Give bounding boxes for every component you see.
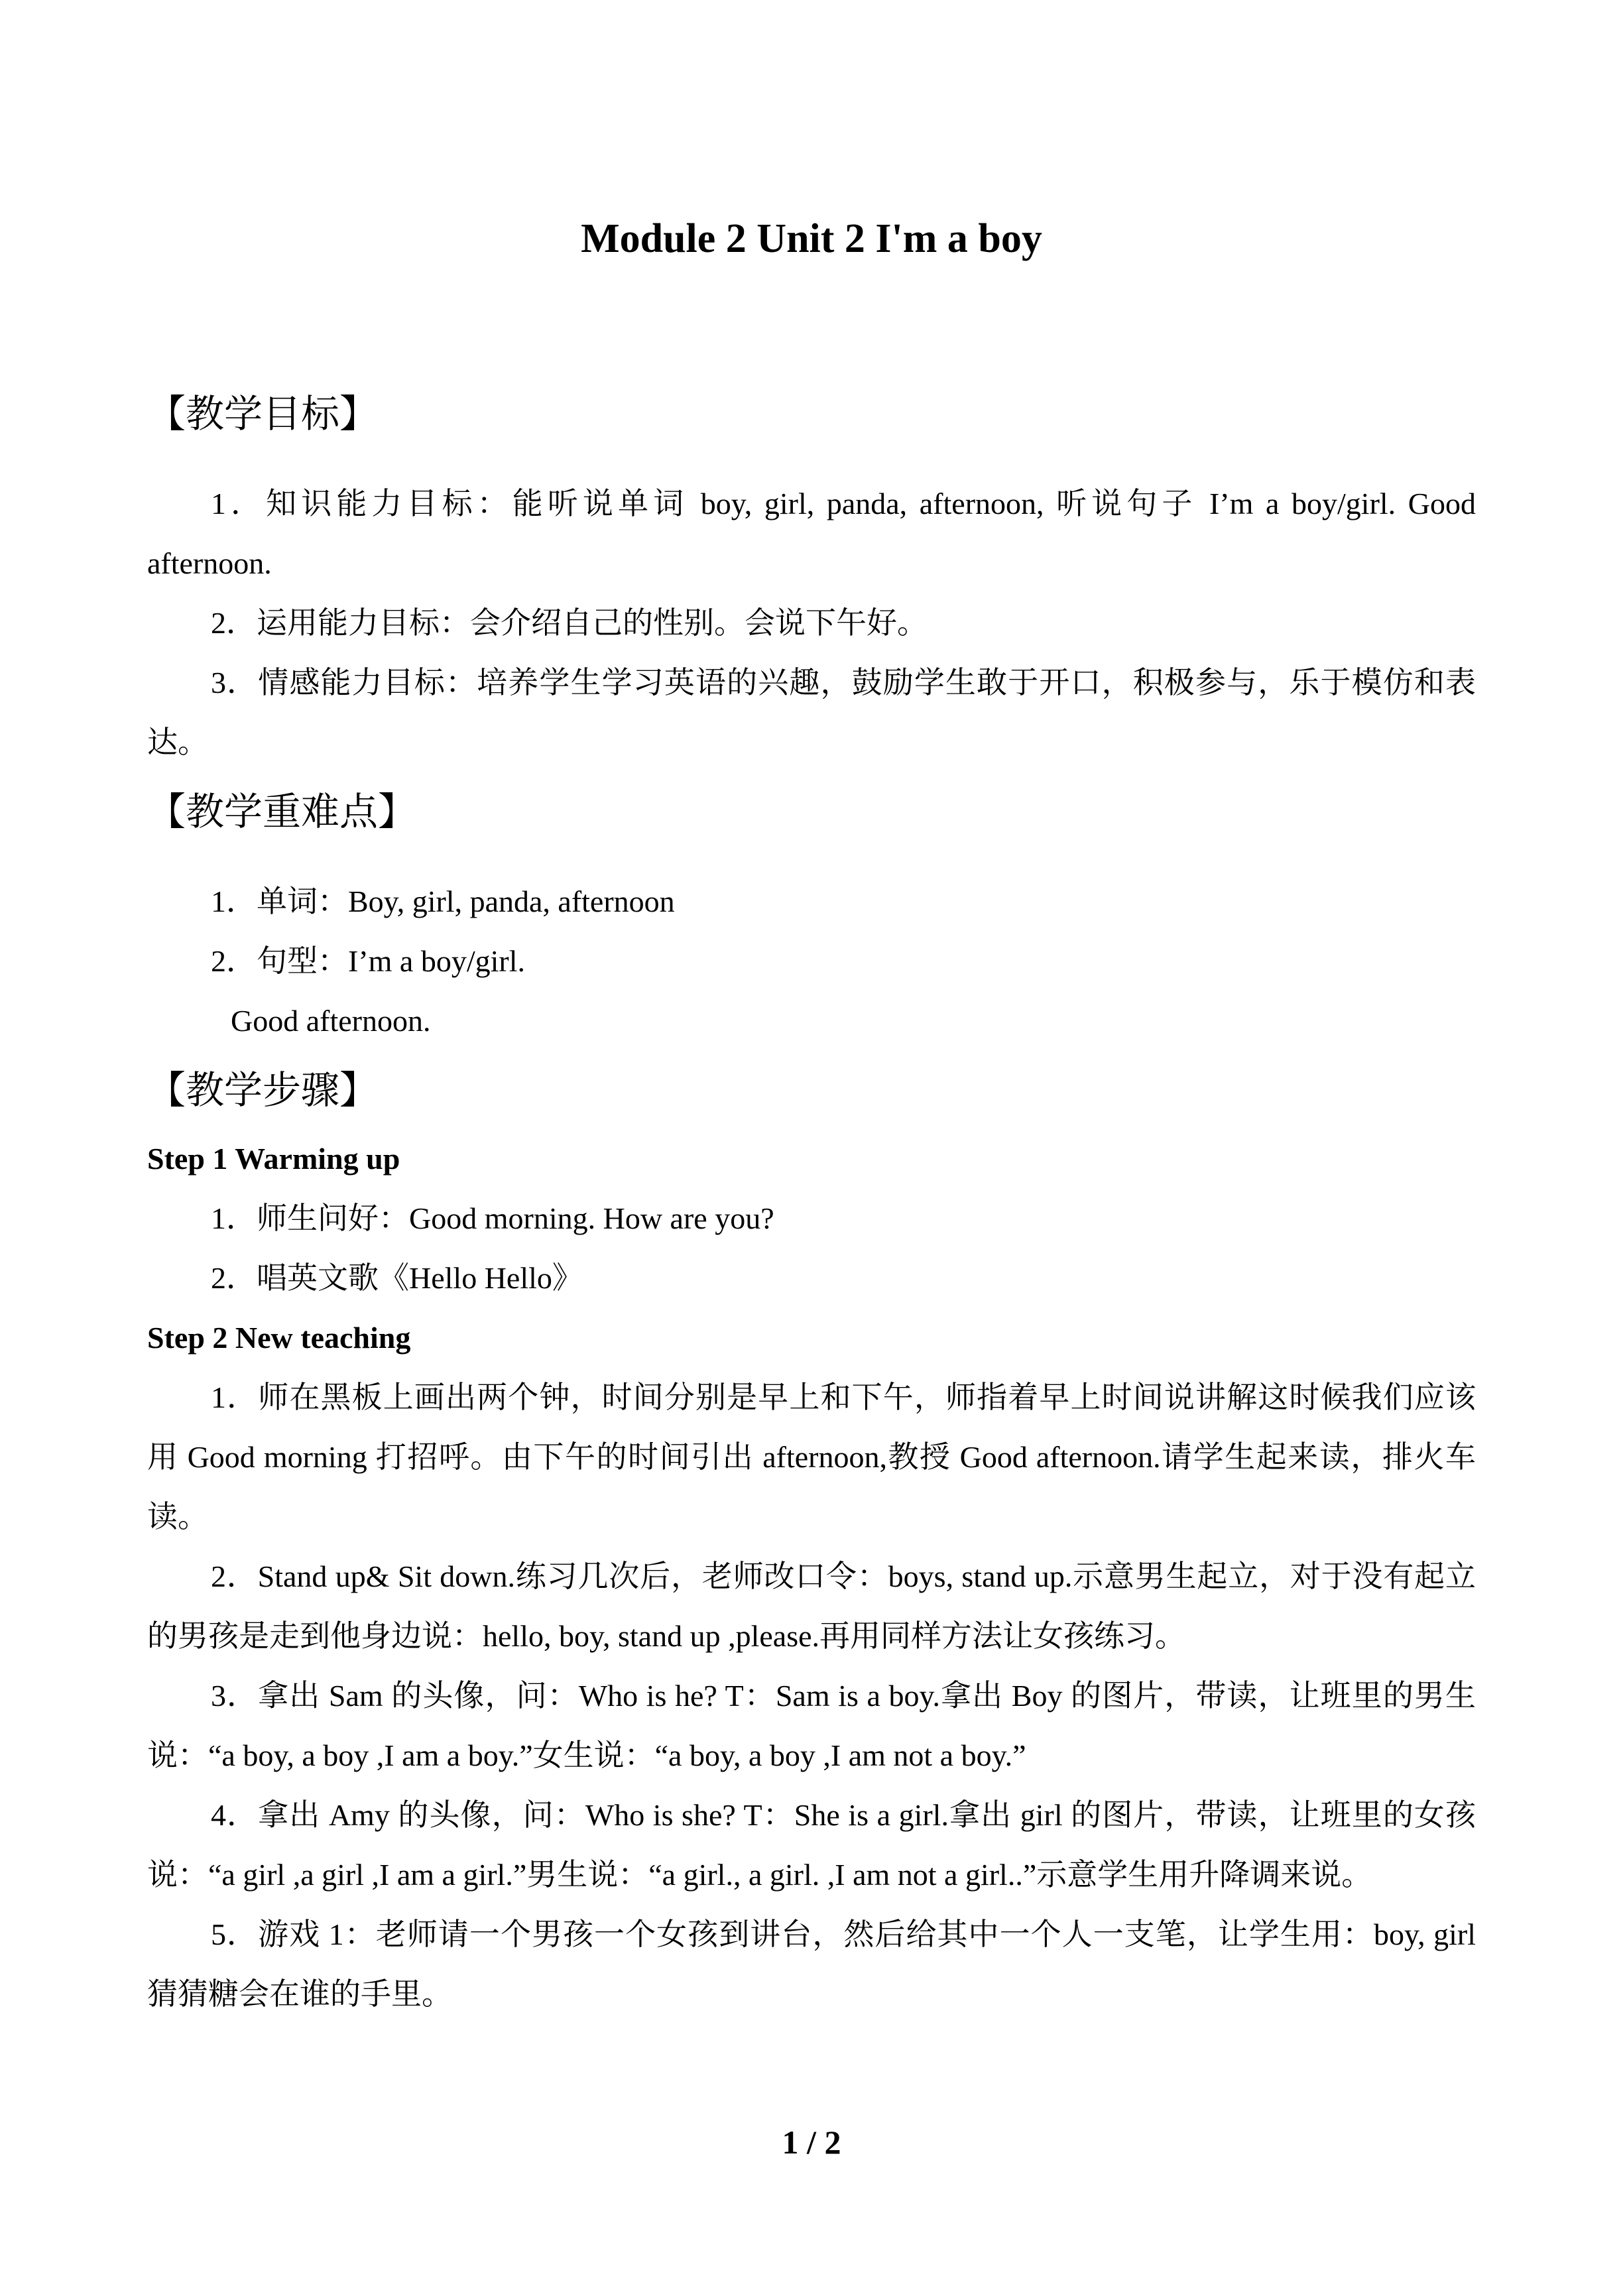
key-point-item-1: 1．单词：Boy, girl, panda, afternoon — [211, 884, 675, 918]
objective-item-2: 2．运用能力目标：会介绍自己的性别。会说下午好。 — [211, 606, 928, 640]
objective-item-1: 1．知识能力目标：能听说单词 boy, girl, panda, afternoon, 听说句子 I’m a boy/girl. Good afternoon. — [147, 487, 1476, 580]
step-2-item-4: 4．拿出 Amy 的头像，问：Who is she? T：She is a girl.拿出 girl 的图片，带读，让班里的女孩说：“a girl ,a girl ,I am a girl.”男生说：“a girl., a girl. ,I am not a girl..”示意学生用升降调来说。 — [147, 1798, 1476, 1892]
page-number: 1 / 2 — [782, 2124, 841, 2161]
step-2-title: Step 2 New teaching — [147, 1321, 411, 1355]
section-heading-key-points: 【教学重难点】 — [147, 790, 417, 833]
step-2-item-2: 2．Stand up& Sit down.练习几次后，老师改口令：boys, stand up.示意男生起立，对于没有起立的男孩是走到他身边说：hello, boy, stand up ,please.再用同样方法让女孩练习。 — [147, 1559, 1476, 1653]
step-1-item-2: 2．唱英文歌《Hello Hello》 — [211, 1261, 583, 1295]
step-1-title: Step 1 Warming up — [147, 1142, 400, 1176]
step-2-item-1: 1．师在黑板上画出两个钟，时间分别是早上和下午，师指着早上时间说讲解这时候我们应该用 Good morning 打招呼。由下午的时间引出 afternoon,教授 Good afternoon.请学生起来读，排火车读。 — [147, 1380, 1476, 1534]
key-point-item-2: 2．句型：I’m a boy/girl. — [211, 944, 525, 978]
step-1-item-1: 1．师生问好：Good morning. How are you? — [211, 1201, 774, 1235]
document-title: Module 2 Unit 2 I'm a boy — [581, 216, 1042, 261]
objective-item-3: 3．情感能力目标：培养学生学习英语的兴趣，鼓励学生敢于开口，积极参与，乐于模仿和表达。 — [147, 666, 1476, 759]
section-heading-objectives: 【教学目标】 — [147, 393, 379, 436]
document-body — [147, 381, 1476, 2024]
step-2-item-3: 3．拿出 Sam 的头像，问：Who is he? T：Sam is a boy.拿出 Boy 的图片，带读，让班里的男生说：“a boy, a boy ,I am a boy.”女生说：“a boy, a boy ,I am not a boy.” — [147, 1679, 1476, 1772]
step-2-item-5: 5．游戏 1：老师请一个男孩一个女孩到讲台，然后给其中一个人一支笔，让学生用：boy, girl 猜猜糖会在谁的手里。 — [147, 1917, 1476, 2011]
key-point-item-3: Good afternoon. — [231, 1004, 431, 1038]
section-heading-steps: 【教学步骤】 — [147, 1069, 379, 1112]
